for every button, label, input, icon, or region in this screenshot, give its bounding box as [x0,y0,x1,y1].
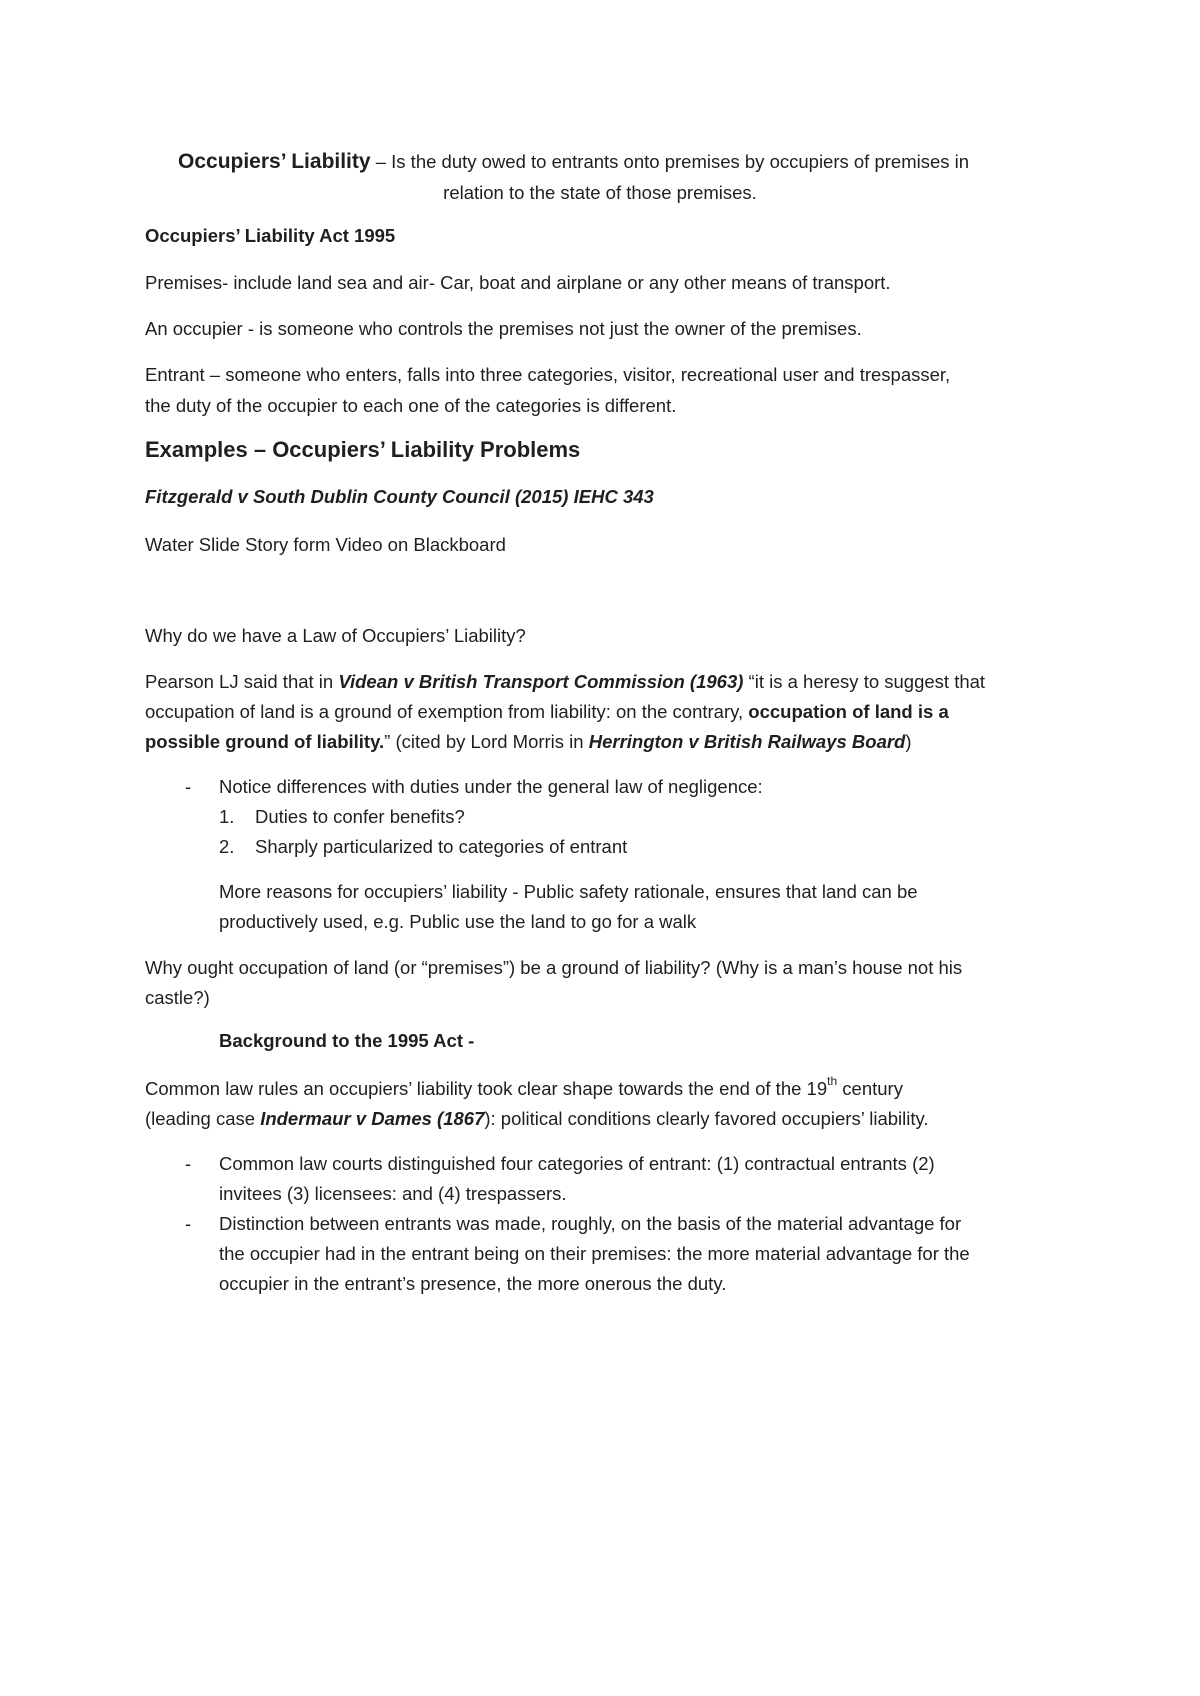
why-question: Why do we have a Law of Occupiers’ Liability? [145,625,526,646]
intro-line-2: relation to the state of those premises. [443,182,757,203]
common-law-line-2: (leading case Indermaur v Dames (1867): political conditions clearly favored occupiers’ liability. [145,1108,929,1129]
pearson-line-2: occupation of land is a ground of exemption from liability: on the contrary, occupation of land is a [145,701,949,722]
notice-text: Notice differences with duties under the general law of negligence: [219,776,763,797]
why-ought-2: castle?) [145,987,210,1008]
why-ought-1: Why ought occupation of land (or “premises”) be a ground of liability? (Why is a man’s house not his [145,957,963,978]
entrant-text-2: the duty of the occupier to each one of the categories is different. [145,395,677,416]
case-videan: Videan v British Transport Commission (1963) [338,671,744,692]
bullet-dash: - [185,776,192,797]
more-reasons-1: More reasons for occupiers’ liability - Public safety rationale, ensures that land can be [219,881,918,902]
list-number-2: 2. [219,836,235,857]
more-reasons-2: productively used, e.g. Public use the land to go for a walk [219,911,697,932]
list-item-1: Duties to confer benefits? [255,806,465,827]
bullet-2-line-3: occupier in the entrant’s presence, the more onerous the duty. [219,1273,727,1294]
case-herrington: Herrington v British Railways Board [588,731,906,752]
case-indermaur: Indermaur v Dames (1867 [260,1108,485,1129]
water-slide-text: Water Slide Story form Video on Blackboard [145,534,506,555]
bullet-1-line-1: Common law courts distinguished four categories of entrant: (1) contractual entrants (2) [219,1153,935,1174]
title: Occupiers’ Liability [178,150,371,173]
case-fitzgerald: Fitzgerald v South Dublin County Council (2015) IEHC 343 [145,486,654,507]
intro-line-1 [178,150,969,174]
list-item-2: Sharply particularized to categories of entrant [255,836,628,857]
bullet-2-line-2: the occupier had in the entrant being on their premises: the more material advantage for the [219,1243,970,1264]
act-heading: Occupiers’ Liability Act 1995 [145,225,396,246]
common-law-line-1: Common law rules an occupiers’ liability took clear shape towards the end of the 19th century [145,1073,903,1099]
examples-heading: Examples – Occupiers’ Liability Problems [145,437,581,462]
pearson-line-3: possible ground of liability.” (cited by Lord Morris in Herrington v British Railways Board) [145,731,912,752]
bullet-dash: - [185,1213,192,1234]
bullet-2-line-1: Distinction between entrants was made, roughly, on the basis of the material advantage for [219,1213,962,1234]
occupier-text: An occupier - is someone who controls the premises not just the owner of the premises. [145,318,862,339]
definition-text: – Is the duty owed to entrants onto premises by occupiers of premises in [370,151,970,172]
pearson-line-1: Pearson LJ said that in Videan v British Transport Commission (1963) “it is a heresy to suggest that [145,671,986,692]
bullet-dash: - [185,1153,192,1174]
bullet-1-line-2: invitees (3) licensees: and (4) trespassers. [219,1183,567,1204]
background-heading: Background to the 1995 Act - [219,1030,475,1051]
premises-text: Premises- include land sea and air- Car, boat and airplane or any other means of transport. [145,272,891,293]
list-number-1: 1. [219,806,235,827]
entrant-text-1: Entrant – someone who enters, falls into three categories, visitor, recreational user and trespasser, [145,364,951,385]
